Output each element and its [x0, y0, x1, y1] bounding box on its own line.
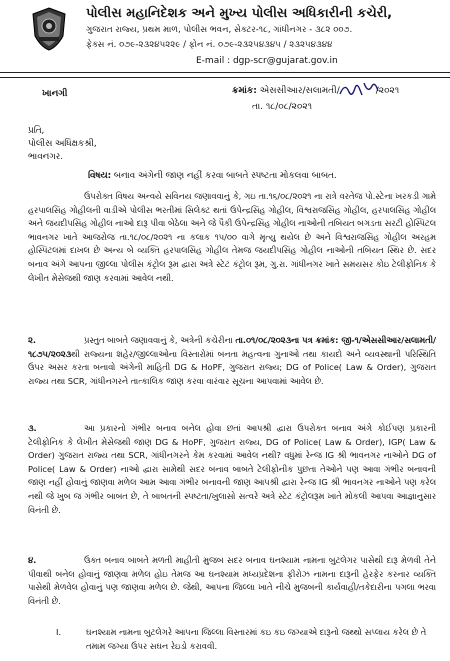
paragraph-2	[28, 334, 436, 388]
office-title: પોલીસ મહાનિદેશક અને મુખ્ય પોલીસ અધિકારીની કચેરી,	[86, 6, 393, 21]
recipient-designation: પોલીસ અધિક્ષકશ્રી,	[28, 139, 97, 149]
paragraph-2-text-before: પ્રસ્તુત બાબતે જણાવવાનું કે, અત્રેની કચેરીના	[84, 335, 236, 345]
letter-number-year: /૨૦૨૧	[375, 86, 400, 96]
recipient-location: ભાવનગર.	[28, 152, 63, 162]
paragraph-4-number: ૪.	[28, 555, 37, 565]
paragraph-1	[28, 190, 436, 285]
subpoint-1-text: ઘનશ્યામ નામના બુટલેગરે આપના જિલ્લા વિસ્તારમાં કઇ કઇ જગ્યાએ દારૂનો જથ્થો સપ્લાય કરેલ છે તે તમામ જગ્યા ઉપર સઘન રેઇડો કરાવવી.	[86, 627, 427, 651]
header-divider-top	[0, 72, 450, 73]
confidential-label: ખાનગી	[42, 89, 68, 99]
paragraph-3	[28, 422, 436, 517]
office-address: ગુજરાત રાજ્ય, પ્રથમ માળ, પોલીસ ભવન, સેક્ટર-૧૮, ગાંધીનગર - ૩૮૨ ૦૦૭.	[86, 25, 353, 35]
paragraph-2-number: ૨.	[28, 335, 37, 345]
letter-number-value: એસસીઆર/સલામતી/	[259, 86, 340, 96]
paragraph-4-text: ઉક્ત બનાવ બાબતે મળતી માહીતી મુજબ સદર બનાવ ઘનશ્યામ નામના બુટલેગર પાસેથી દારૂ મેળવી તેને પીવાથી બનેલ હોવાનું જાણવા મળેલ હોઇ તેમજ આ ઘનશ્યામ મધ્યપ્રદેશના ફીરોઝ નામના દારૂની હેરફેર કરનાર વ્યક્તિ પાસેથી મેળવેલ હોવાનું પણ જાણવા મળેલ છે. જેથી, આપના જિલ્લા ખાતે નીચે મુજબની કાર્યવાહી/તકેદારીના પગલા ભરવા વિનંતી છે.	[28, 555, 436, 606]
paragraph-3-number: ૩.	[28, 423, 37, 433]
letter-date: તા. ૧૮/૦૮/૨૦૨૧	[252, 102, 313, 112]
paragraph-3-text: આ પ્રકારનો ગંભીર બનાવ બનેલ હોવા છતાં આપશ્રી દ્વારા ઉપરોક્ત બનાવ અંગે કોઈપણ પ્રકારની ટેલીફોનિક કે લેખીત મેસેજથી જાણ DG & HoPF, ગુજરાત રાજ્ય, DG of Police( Law & Order), IGP( Law & Order) ગુજરાત રાજ્ય તથા SCR, ગાંધીનગરને કેમ કરવામાં આવેલ નથી? વધુમાં રેન્જ IG શ્રી ભાવનગર નાઓને DG of Police( Law & Order) નાઓ દ્વારા સામેથી સદર બનાવ બાબતે ટેલીફોનીક પુછતા તેઓને પણ આવા ગંભીર બનાવની જાણ નહીં હોવાનું જાણવા મળેલ આમ આવા ગંભીર બનાવની જાણ આપશ્રી દ્વારા રેન્જ IG શ્રી ભાવનગર નાઓને પણ કરેલ નથી જે ખુબ જ ગંભીર બાબત છે, તે બાબતની સ્પષ્ટતા/ખુલાસો સત્વરે અત્રે સ્ટેટ કંટ્રોલરૂમ ખાતે મોકલી આપવા આજ્ઞાનુસાર વિનંતી છે.	[28, 423, 436, 515]
subpoint-1	[56, 626, 446, 653]
letter-number-label: ક્રમાંક:	[232, 86, 257, 96]
paragraph-2-text-after: થી રાજ્યના શહેર/જીલ્લાઓના વિસ્તારોમાં બનતા મહત્વના ગુનાઓ તથા કાયદો અને વ્યવસ્થાની પરિસ્થિતિ ઉપર અસર કરતા બનાવો અંગેની માહિતી DG & HoPF, ગુજરાત રાજ્ય; DG of Police( Law & Order), ગુજરાત રાજ્ય તથા SCR, ગાંધીનગરને તાત્કાલિક જાણ કરવા વારંવાર સૂચના આપવામાં આવેલ છે.	[28, 348, 436, 386]
header-divider-bottom	[0, 77, 450, 78]
office-email: E-mail : dgp-scr@gujarat.gov.in	[196, 56, 338, 66]
recipient-prefix: પ્રતિ,	[28, 126, 45, 136]
subpoint-1-number: I.	[56, 627, 62, 637]
paragraph-2-reference: તા.૦૧/૦૮/૨૦૨૩ના પત્ર ક્રમાંક: જી-૧/એસસીઆર/સલામતી/૧૮૭૫/૨૦૨૩	[28, 335, 436, 359]
gujarat-police-emblem-icon	[30, 6, 68, 52]
paragraph-4	[28, 554, 436, 608]
paragraph-1-text: ઉપરોક્ત વિષય અન્વયે સવિનય જણાવવાનું કે, ગઇ તા.૧૬/૦૮/૨૦૨૧ ના રાત્રે વરતેજ પો.સ્ટેના ખરકડી ગામે હરપાલસિંહ ગોહીલની વાડીએ પોલીસ ભરતીમાં સિલેક્ટ થતાં ઉપેન્દ્રસિંહ ગોહીલ, વિશ્વરાજસિંહ ગોહીલ, હરપાલસિંહ ગોહીલ અને જયદીપસિંહ ગોહીલ નાઓ દારૂ પીવા બેઠેલા અને જે પૈકી ઉપેન્દ્રસિંહ ગોહીલ નાઓની તબિયત બગડતા સરટી હોસ્પિટલ ભાવનગર ખાતે આજરોજ તા.૧૮/૦૮/૨૦૨૧ ના કલાક ૧૫/૦૦ વાગે મૃત્યુ થયેલ છે અને વિશ્વરાજસિંહ ગોહીલ અરહમ હોસ્પિટલમાં દાખલ છે અન્ય બે વ્યક્તિ હરપાલસિંહ ગોહીલ તેમજ જયદીપસિંહ ગોહીલ નાઓની તબિયત સ્થિર છે. સદર બનાવ અંગે આપના જીલ્લા પોલીસ કંટ્રોલ રૂમ દ્વારા અત્રે સ્ટેટ કંટ્રોલ રૂમ, ગુ.રા. ગાંધીનગર ખાતે સમયસર કોઇ ટેલીફોનિક કે લેખીત મેસેજથી જાણ કરવામાં આવેલ નથી.	[28, 191, 436, 283]
subject-text: બનાવ અંગેની જાણ નહીં કરવા બાબતે સ્પષ્ટતા મોકલવા બાબત.	[111, 171, 337, 181]
office-contact: ફેક્સ નં. ૦૭૯-૨૩૨૪૫૨૨૯ / ફોન નં. ૦૭૯-૨૩૨૫૪૩૪૫ / ૨૩૨૫૪૩૪૪	[86, 40, 333, 50]
handwritten-number-mark	[337, 79, 383, 99]
subject-label: વિષય:	[88, 171, 112, 181]
subject-line	[88, 171, 337, 181]
